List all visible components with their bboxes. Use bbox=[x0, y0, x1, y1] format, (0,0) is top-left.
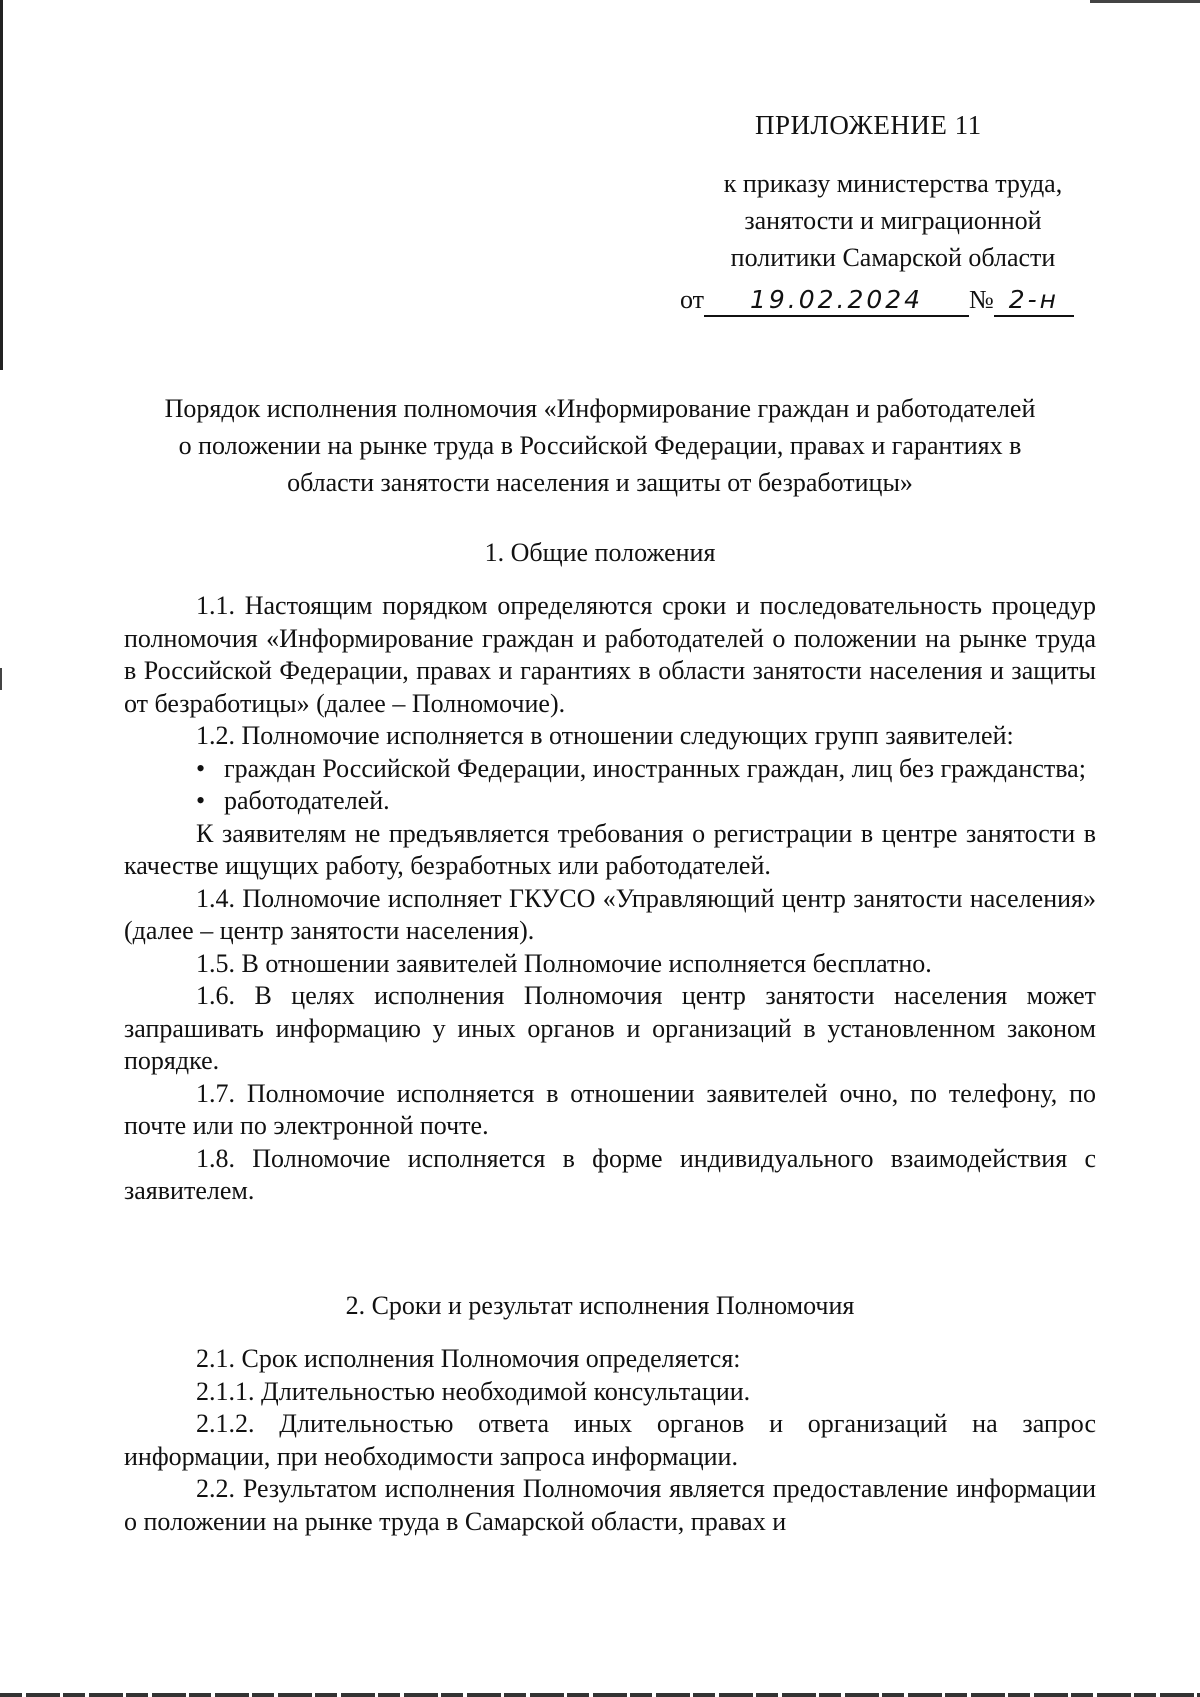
paragraph-2-1: 2.1. Срок исполнения Полномочия определяется: bbox=[196, 1344, 741, 1373]
list-item bbox=[124, 785, 1096, 818]
scan-edge-top bbox=[1090, 0, 1200, 3]
paragraph-applicants: К заявителям не предъявляется требования о регистрации в центре занятости в качестве ищущих работу, безработных или работодателей. bbox=[124, 818, 1096, 880]
document-title-line: Порядок исполнения полномочия «Информирование граждан и работодателей bbox=[164, 394, 1036, 423]
bullet-icon: • bbox=[196, 786, 206, 815]
paragraph-1-4: 1.4. Полномочие исполняет ГКУСО «Управляющий центр занятости населения» (далее – центр занятости населения). bbox=[124, 883, 1096, 945]
order-reference-line: к приказу министерства труда, bbox=[723, 169, 1063, 198]
paragraph-2-2: 2.2. Результатом исполнения Полномочия является предоставление информации о положении на рынке труда в Самарской области, правах и bbox=[124, 1474, 1096, 1536]
handwritten-number: 2-н bbox=[994, 285, 1074, 317]
section-heading-terms: 2. Сроки и результат исполнения Полномочия bbox=[345, 1291, 855, 1320]
number-label: № bbox=[969, 285, 994, 314]
paragraph-1-6: 1.6. В целях исполнения Полномочия центр занятости населения может запрашивать информацию у иных органов и организаций в установленном законом порядке. bbox=[124, 981, 1096, 1075]
appendix-title: ПРИЛОЖЕНИЕ 11 bbox=[755, 110, 982, 140]
order-reference-line: политики Самарской области bbox=[730, 243, 1056, 272]
paragraph-1-8: 1.8. Полномочие исполняется в форме индивидуального взаимодействия с заявителем. bbox=[124, 1143, 1096, 1205]
from-label: от bbox=[680, 285, 705, 314]
paragraph-2-1-2: 2.1.2. Длительностью ответа иных органов и организаций на запрос информации, при необходимости запроса информации. bbox=[124, 1409, 1096, 1471]
scan-edge-mark bbox=[0, 668, 2, 690]
list-item-text: граждан Российской Федерации, иностранных граждан, лиц без гражданства; bbox=[224, 753, 1086, 783]
scan-edge-bottom bbox=[0, 1693, 1200, 1697]
paragraph-2-1-1: 2.1.1. Длительностью необходимой консультации. bbox=[196, 1376, 751, 1406]
paragraph-1-2: 1.2. Полномочие исполняется в отношении следующих групп заявителей: bbox=[196, 721, 1014, 750]
handwritten-date: 19.02.2024 bbox=[704, 285, 969, 317]
document-title bbox=[120, 390, 1080, 501]
section-heading-general: 1. Общие положения bbox=[484, 538, 716, 567]
order-reference-line: занятости и миграционной bbox=[744, 206, 1042, 235]
paragraph-1-5: 1.5. В отношении заявителей Полномочие исполняется бесплатно. bbox=[196, 948, 932, 978]
section-1-body bbox=[124, 590, 1096, 1208]
list-item-text: работодателей. bbox=[224, 786, 390, 815]
paragraph-1-1: 1.1. Настоящим порядком определяются сроки и последовательность процедур полномочия «Информирование граждан и работодателей о положении на рынке труда в Российской Федерации, правах и гарантиях в области занятости населения и защиты от безработицы» (далее – Полномочие). bbox=[124, 591, 1096, 718]
document-title-line: о положении на рынке труда в Российской Федерации, правах и гарантиях в bbox=[178, 431, 1022, 460]
section-2-body bbox=[124, 1343, 1096, 1538]
applicant-list bbox=[124, 753, 1096, 818]
scan-edge-left bbox=[0, 0, 3, 370]
list-item bbox=[124, 753, 1096, 786]
order-date-number bbox=[680, 285, 1074, 317]
bullet-icon: • bbox=[196, 753, 206, 783]
paragraph-1-7: 1.7. Полномочие исполняется в отношении заявителей очно, по телефону, по почте или по электронной почте. bbox=[124, 1078, 1096, 1140]
document-title-line: области занятости населения и защиты от безработицы» bbox=[287, 468, 913, 497]
order-reference bbox=[683, 165, 1103, 276]
